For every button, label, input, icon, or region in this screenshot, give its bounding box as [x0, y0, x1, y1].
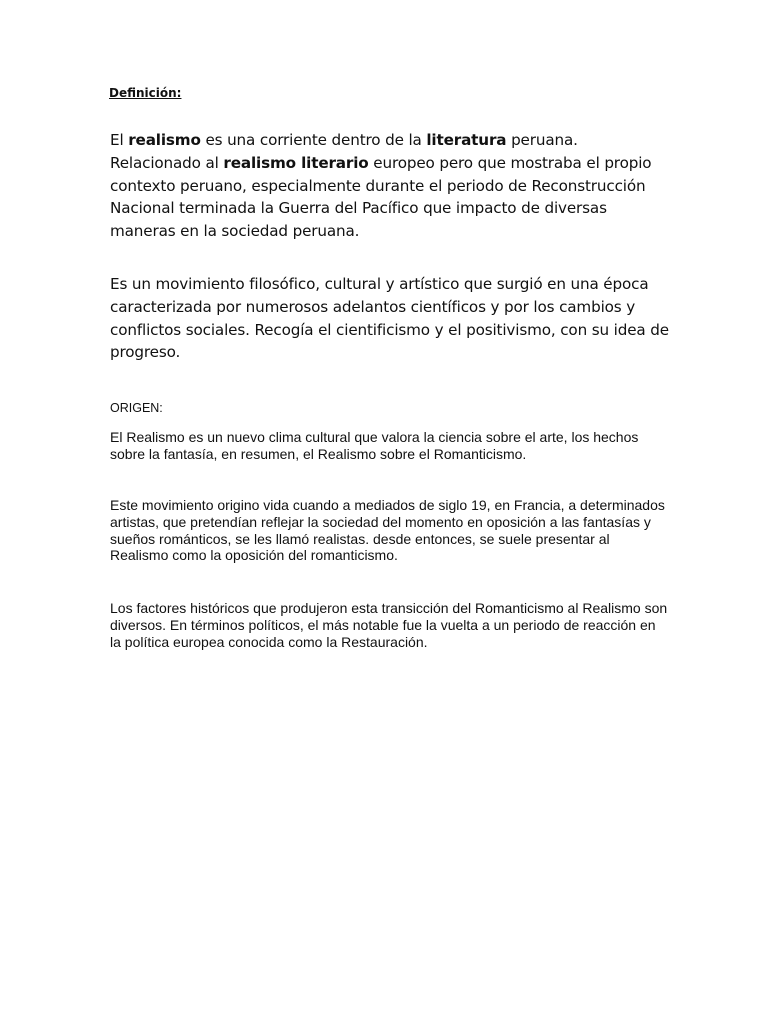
definition-paragraph-2: Es un movimiento filosófico, cultural y artístico que surgió en una época caracterizada por numerosos adelantos científicos y por los cambios y conflictos sociales. Recogía el cientificismo y el positivismo, con su idea de progreso. [110, 275, 669, 362]
term-realismo-literario: realismo literario [223, 153, 369, 172]
term-literatura: literatura [426, 131, 507, 149]
para1-text-4: europeo pero que mostraba el propio contexto peruano, especialmente durante el periodo de Reconstrucción Nacional terminada la Guerra del Pacífico que impacto de diversas maneras en la sociedad peruana. [110, 153, 652, 241]
origin-paragraph-2: Este movimiento origino vida cuando a mediados de siglo 19, en Francia, a determinados artistas, que pretendían reflejar la sociedad del momento en oposición a las fantasías y sueños románticos, se les llamó realistas. desde entonces, se suele presentar al Realismo como la oposición del romanticismo. [110, 497, 665, 564]
term-realismo: realismo [128, 131, 201, 149]
para1-text-2: es una corriente dentro de la [200, 131, 427, 149]
definition-heading: Definición: [109, 86, 182, 100]
origin-heading: ORIGEN: [110, 401, 163, 415]
definition-paragraph-1 [110, 129, 670, 243]
para1-text-1: El [110, 131, 129, 149]
origin-paragraph-1: El Realismo es un nuevo clima cultural que valora la ciencia sobre el arte, los hechos sobre la fantasía, en resumen, el Realismo sobre el Romanticismo. [110, 429, 639, 462]
origin-paragraph-3: Los factores históricos que produjeron esta transicción del Romanticismo al Realismo son diversos. En términos políticos, el más notable fue la vuelta a un periodo de reacción en la política europea conocida como la Restauración. [110, 600, 668, 650]
para1-text-3: peruana. Relacionado al [110, 131, 578, 172]
